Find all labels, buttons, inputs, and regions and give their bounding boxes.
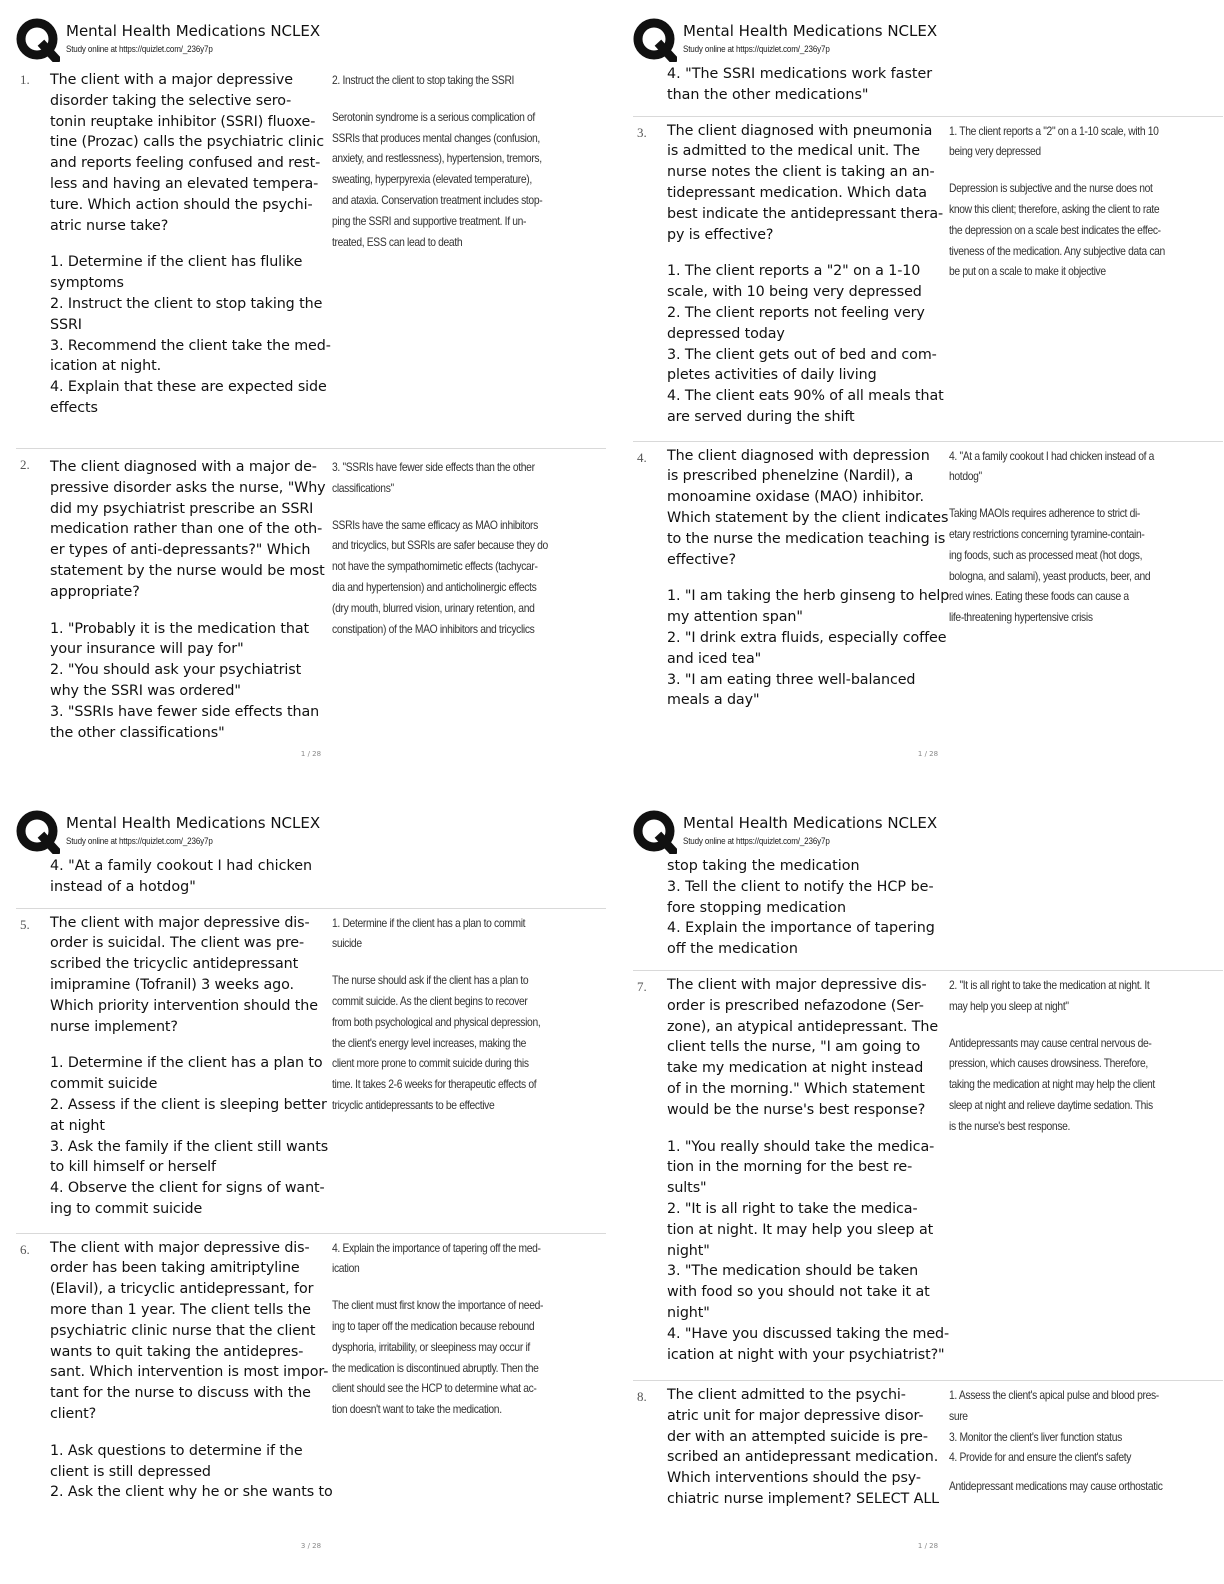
page-header: [16, 18, 606, 62]
page-number: 3 / 28: [300, 1542, 322, 1550]
continued-answer: 4. "The SSRI medications work faster than the other medications": [667, 66, 933, 103]
card-definition: 4. Explain the importance of tapering off the med- ication The client must first know the importance of need- ing to taper off the medication because rebound dysphoria, irritability, or sleepiness may occur if the medication is discontinued abruptly. Then the client should see the HCP to determine what ac- tion doesn't want to take the medication.: [332, 1240, 544, 1417]
flashcard-7: [633, 970, 1223, 1380]
quizlet-logo-icon: [633, 810, 677, 854]
card-number: 6.: [20, 1241, 30, 1257]
flashcard-1: [16, 68, 606, 448]
study-url: Study online at https://quizlet.com/_236y7p: [683, 836, 830, 847]
card-number: 2.: [20, 457, 30, 472]
page-header: [633, 810, 1223, 854]
page-3: [16, 810, 606, 1580]
card-definition: 2. "It is all right to take the medication at night. It may help you sleep at night" Antidepressants may cause central nervous de- pression, which causes drowsiness. Therefore, taking the medication at night may help the client sleep at night and relieve daytime sedation. This is the nurse's best response.: [949, 977, 1155, 1133]
card-definition: 1. Determine if the client has a plan to commit suicide The nurse should ask if the client has a plan to commit suicide. As the client begins to recover from both psychological and physical depression, the client's energy level increases, making the client more prone to commit suicide during this time. It takes 2-6 weeks for therapeutic effects of tricyclic antidepressants to be effective: [332, 915, 541, 1112]
card-definition: 3. "SSRIs have fewer side effects than the other classifications" SSRIs have the same efficacy as MAO inhibitors and tricyclics, but SSRIs are safer because they do not have the sympathomimetic effects (tachycar- dia and hypertension) and anticholinergic effects (dry mouth, blurred vision, urinary retention, and constipation) of the MAO inhibitors and tricyclics: [332, 460, 548, 636]
page-1: [16, 18, 606, 788]
card-definition: 1. Assess the client's apical pulse and blood pres- sure 3. Monitor the client's liver function status 4. Provide for and ensure the client's safety Antidepressant medications may cause orthostatic: [949, 1387, 1163, 1494]
flashcard-8: [633, 1380, 1223, 1540]
quizlet-logo-icon: [633, 18, 677, 62]
page-number: 1 / 28: [300, 750, 322, 758]
page-2: [633, 18, 1223, 788]
flashcard-5: [16, 908, 606, 1233]
set-title: Mental Health Medications NCLEX: [683, 22, 938, 40]
study-url: Study online at https://quizlet.com/_236y7p: [66, 836, 213, 847]
study-url: Study online at https://quizlet.com/_236y7p: [683, 44, 830, 55]
flashcard-3: [633, 116, 1223, 441]
card-definition: 2. Instruct the client to stop taking the SSRI Serotonin syndrome is a serious complication of SSRIs that produces mental changes (confusion, anxiety, and restlessness), hypertension, tremors, sweating, hyperpyrexia (elevated temperature), and ataxia. Conservation treatment includes stop- ping the SSRI and supportive treatment. If un- treated, ESS can lead to death: [332, 73, 543, 249]
card-term: The client admitted to the psychi- atric unit for major depressive disor- der with an attempted suicide is pre- scribed an antidepressant medication. Which interventions should the psy- chiatric nurse implement? SELECT ALL: [667, 1386, 940, 1507]
flashcard-6: [16, 1233, 606, 1523]
card-term: The client with major depressive dis- order is suicidal. The client was pre- scribed the tricyclic antidepressant imipramine (Tofranil) 3 weeks ago. Which priority intervention should the nurse implement? 1. Determine if the client has a plan to commit suicide 2. Assess if the client is sleeping better at night 3. Ask the family if the client still wants to kill himself or herself 4. Observe the client for signs of want- ing to commit suicide: [50, 914, 329, 1217]
card-term: The client with a major depressive disorder taking the selective sero- tonin reuptake inhibitor (SSRI) fluoxe- tine (Prozac) calls the psychiatric clinic and reports feeling confused and rest- less and having an elevated tempera- ture. Which action should the psychi- atric nurse take? 1. Determine if the client has flulike symptoms 2. Instruct the client to stop taking the SSRI 3. Recommend the client take the med- ication at night. 4. Explain that these are expected side effects: [50, 72, 331, 416]
card-number: 7.: [637, 978, 647, 994]
card-term: The client diagnosed with depression is prescribed phenelzine (Nardil), a monoamine oxidase (MAO) inhibitor. Which statement by the client indicates to the nurse the medication teaching is effective? 1. "I am taking the herb ginseng to help my attention span" 2. "I drink extra fluids, especially coffee and iced tea" 3. "I am eating three well-balanced meals a day": [667, 447, 950, 709]
page-header: [633, 18, 1223, 62]
card-term: The client with major depressive dis- order has been taking amitriptyline (Elavil), a tricyclic antidepressant, for more than 1 year. The client tells the psychiatric clinic nurse that the client wants to quit taking the antidepres- sant. Which intervention is most impor- tant for the nurse to discuss with the client? 1. Ask questions to determine if the client is still depressed 2. Ask the client why he or she wants to: [50, 1239, 333, 1501]
card-number: 5.: [20, 916, 30, 932]
card-definition: 1. The client reports a "2" on a 1-10 scale, with 10 being very depressed Depression is subjective and the nurse does not know this client; therefore, asking the client to rate the depression on a scale best indicates the effec- tiveness of the medication. Any subjective data can be put on a scale to make it objective: [949, 123, 1165, 279]
set-title: Mental Health Medications NCLEX: [66, 814, 321, 832]
set-title: Mental Health Medications NCLEX: [683, 814, 938, 832]
card-term: The client diagnosed with a major de- pressive disorder asks the nurse, "Why did my psychiatrist prescribe an SSRI medication rather than one of the oth- er types of anti-depressants?" Which statement by the nurse would be most appropriate? 1. "Probably it is the medication that your insurance will pay for" 2. "You should ask your psychiatrist why the SSRI was ordered" 3. "SSRIs have fewer side effects than the other classifications": [50, 459, 326, 741]
page-4: [633, 810, 1223, 1580]
card-number: 3.: [637, 124, 647, 140]
study-url: Study online at https://quizlet.com/_236y7p: [66, 44, 213, 55]
flashcard-2: [16, 448, 606, 758]
card-number: 1.: [20, 72, 30, 87]
card-number: 4.: [637, 449, 647, 465]
quizlet-logo-icon: [16, 18, 60, 62]
card-term: The client with major depressive dis- order is prescribed nefazodone (Ser- zone), an atypical antidepressant. The client tells the nurse, "I am going to take my medication at night instead of in the morning." Which statement would be the nurse's best response? 1. "You really should take the medica- tion in the morning for the best re- sults" 2. "It is all right to take the medica- tion at night. It may help you sleep at night" 3. "The medication should be taken with food so you should not take it at night" 4. "Have you discussed taking the med- ication at night with your psychiatrist?": [667, 976, 950, 1363]
flashcard-4: [633, 441, 1223, 731]
continued-answer: 4. "At a family cookout I had chicken instead of a hotdog": [50, 858, 313, 895]
page-number: 1 / 28: [917, 1542, 939, 1550]
card-number: 8.: [637, 1388, 647, 1404]
page-number: 1 / 28: [917, 750, 939, 758]
continued-answer: stop taking the medication 3. Tell the client to notify the HCP be- fore stopping medication 4. Explain the importance of tapering off the medication: [667, 858, 935, 958]
card-definition: 4. "At a family cookout I had chicken instead of a hotdog" Taking MAOIs requires adherence to strict di- etary restrictions concerning tyramine-contain- ing foods, such as processed meat (hot dogs, bologna, and salami), yeast products, beer, and red wines. Eating these foods can cause a life-threatening hypertensive crisis: [949, 448, 1155, 625]
set-title: Mental Health Medications NCLEX: [66, 22, 321, 40]
page-header: [16, 810, 606, 854]
card-term: The client diagnosed with pneumonia is admitted to the medical unit. The nurse notes the client is taking an an- tidepressant medication. Which data best indicate the antidepressant thera- py is effective? 1. The client reports a "2" on a 1-10 scale, with 10 being very depressed 2. The client reports not feeling very depressed today 3. The client gets out of bed and com- pletes activities of daily living 4. The client eats 90% of all meals that are served during the shift: [667, 122, 944, 425]
quizlet-logo-icon: [16, 810, 60, 854]
